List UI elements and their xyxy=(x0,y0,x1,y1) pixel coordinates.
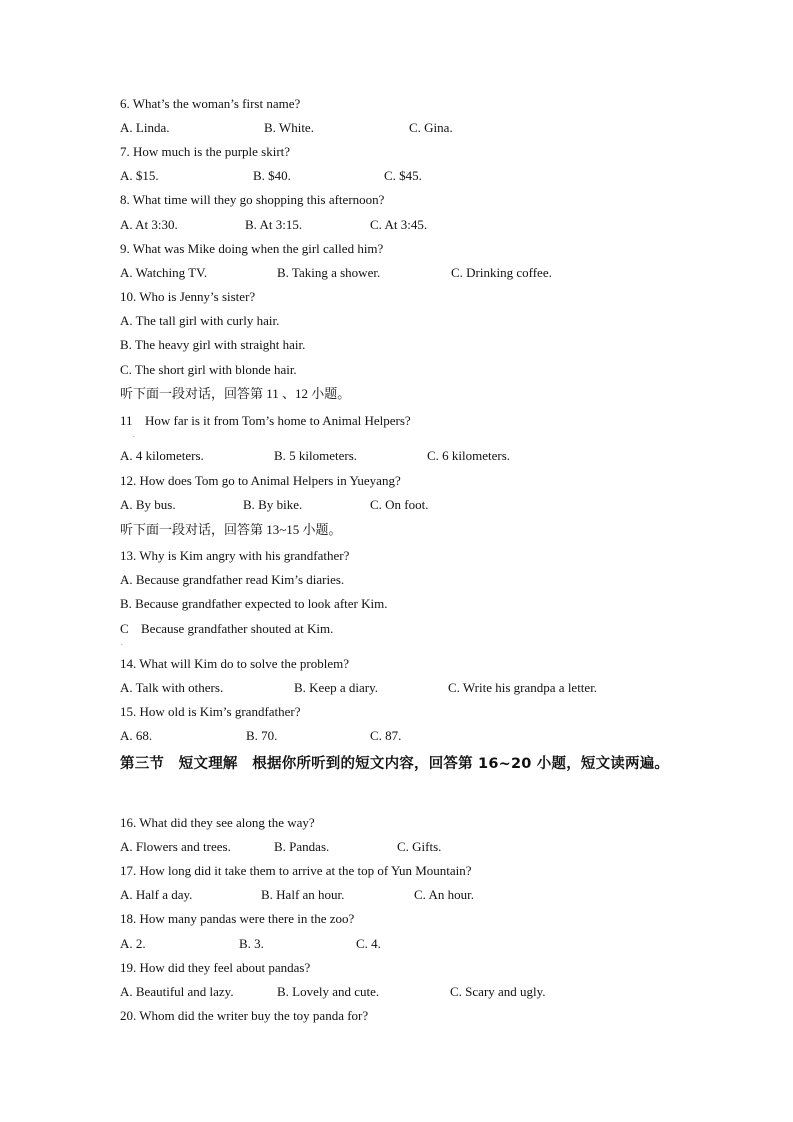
question-17-option-b: B. Half an hour. xyxy=(261,887,345,902)
question-13-option-b: B. Because grandfather expected to look after Kim. xyxy=(120,596,388,611)
question-13-dot: . xyxy=(121,639,123,647)
question-11-option-a: A. 4 kilometers. xyxy=(120,448,204,463)
question-15-option-c: C. 87. xyxy=(370,728,402,743)
question-8-option-b: B. At 3:15. xyxy=(245,217,303,232)
question-12-option-a: A. By bus. xyxy=(120,497,176,512)
question-10-option-b: B. The heavy girl with straight hair. xyxy=(120,337,306,352)
question-13-option-c-letter: C xyxy=(120,621,129,636)
question-13-option-c: Because grandfather shouted at Kim. xyxy=(141,621,334,636)
question-10-stem: 10. Who is Jenny’s sister? xyxy=(120,289,256,304)
question-8-option-a: A. At 3:30. xyxy=(120,217,178,232)
question-17-stem: 17. How long did it take them to arrive at the top of Yun Mountain? xyxy=(120,863,472,878)
question-6-stem: 6. What’s the woman’s first name? xyxy=(120,96,301,111)
question-9-option-b: B. Taking a shower. xyxy=(277,265,381,280)
question-16-stem: 16. What did they see along the way? xyxy=(120,815,315,830)
question-7-option-c: C. $45. xyxy=(384,168,422,183)
question-20-stem: 20. Whom did the writer buy the toy panda for? xyxy=(120,1008,369,1023)
question-19-option-b: B. Lovely and cute. xyxy=(277,984,380,999)
question-7-stem: 7. How much is the purple skirt? xyxy=(120,144,291,159)
question-19-option-a: A. Beautiful and lazy. xyxy=(120,984,234,999)
question-13-stem: 13. Why is Kim angry with his grandfather? xyxy=(120,548,350,563)
question-18-stem: 18. How many pandas were there in the zoo? xyxy=(120,911,355,926)
question-8-option-c: C. At 3:45. xyxy=(370,217,428,232)
question-14-option-b: B. Keep a diary. xyxy=(294,680,378,695)
question-19-option-c: C. Scary and ugly. xyxy=(450,984,546,999)
question-15-option-b: B. 70. xyxy=(246,728,278,743)
question-11-dot: . xyxy=(133,431,135,439)
instruction-11-12: 听下面一段对话，回答第 11 、12 小题。 xyxy=(120,386,351,401)
question-14-option-a: A. Talk with others. xyxy=(120,680,224,695)
question-18-option-a: A. 2. xyxy=(120,936,146,951)
question-15-stem: 15. How old is Kim’s grandfather? xyxy=(120,704,301,719)
question-6-option-c: C. Gina. xyxy=(409,120,453,135)
question-17-option-a: A. Half a day. xyxy=(120,887,193,902)
question-12-stem: 12. How does Tom go to Animal Helpers in Yueyang? xyxy=(120,473,401,488)
question-18-option-b: B. 3. xyxy=(239,936,264,951)
question-9-option-a: A. Watching TV. xyxy=(120,265,208,280)
question-10-option-a: A. The tall girl with curly hair. xyxy=(120,313,280,328)
question-17-option-c: C. An hour. xyxy=(414,887,474,902)
question-13-option-a: A. Because grandfather read Kim’s diaries. xyxy=(120,572,345,587)
question-15-option-a: A. 68. xyxy=(120,728,153,743)
question-11-stem: How far is it from Tom’s home to Animal Helpers? xyxy=(145,413,411,428)
question-9-stem: 9. What was Mike doing when the girl called him? xyxy=(120,241,384,256)
question-11-option-b: B. 5 kilometers. xyxy=(274,448,358,463)
question-6-option-b: B. White. xyxy=(264,120,314,135)
question-7-option-b: B. $40. xyxy=(253,168,291,183)
question-11-option-c: C. 6 kilometers. xyxy=(427,448,511,463)
question-7-option-a: A. $15. xyxy=(120,168,159,183)
question-14-option-c: C. Write his grandpa a letter. xyxy=(448,680,598,695)
section-3-heading: 第三节 短文理解 根据你所听到的短文内容，回答第 16~20 小题，短文读两遍。 xyxy=(120,756,670,772)
question-14-stem: 14. What will Kim do to solve the problem? xyxy=(120,656,350,671)
instruction-13-15: 听下面一段对话，回答第 13~15 小题。 xyxy=(120,522,342,537)
question-18-option-c: C. 4. xyxy=(356,936,381,951)
question-16-option-c: C. Gifts. xyxy=(397,839,442,854)
question-11-number: 11 xyxy=(120,413,133,428)
question-16-option-b: B. Pandas. xyxy=(274,839,330,854)
question-8-stem: 8. What time will they go shopping this afternoon? xyxy=(120,192,385,207)
question-12-option-c: C. On foot. xyxy=(370,497,429,512)
question-12-option-b: B. By bike. xyxy=(243,497,303,512)
question-10-option-c: C. The short girl with blonde hair. xyxy=(120,362,297,377)
question-19-stem: 19. How did they feel about pandas? xyxy=(120,960,311,975)
question-9-option-c: C. Drinking coffee. xyxy=(451,265,552,280)
question-6-option-a: A. Linda. xyxy=(120,120,170,135)
question-16-option-a: A. Flowers and trees. xyxy=(120,839,231,854)
